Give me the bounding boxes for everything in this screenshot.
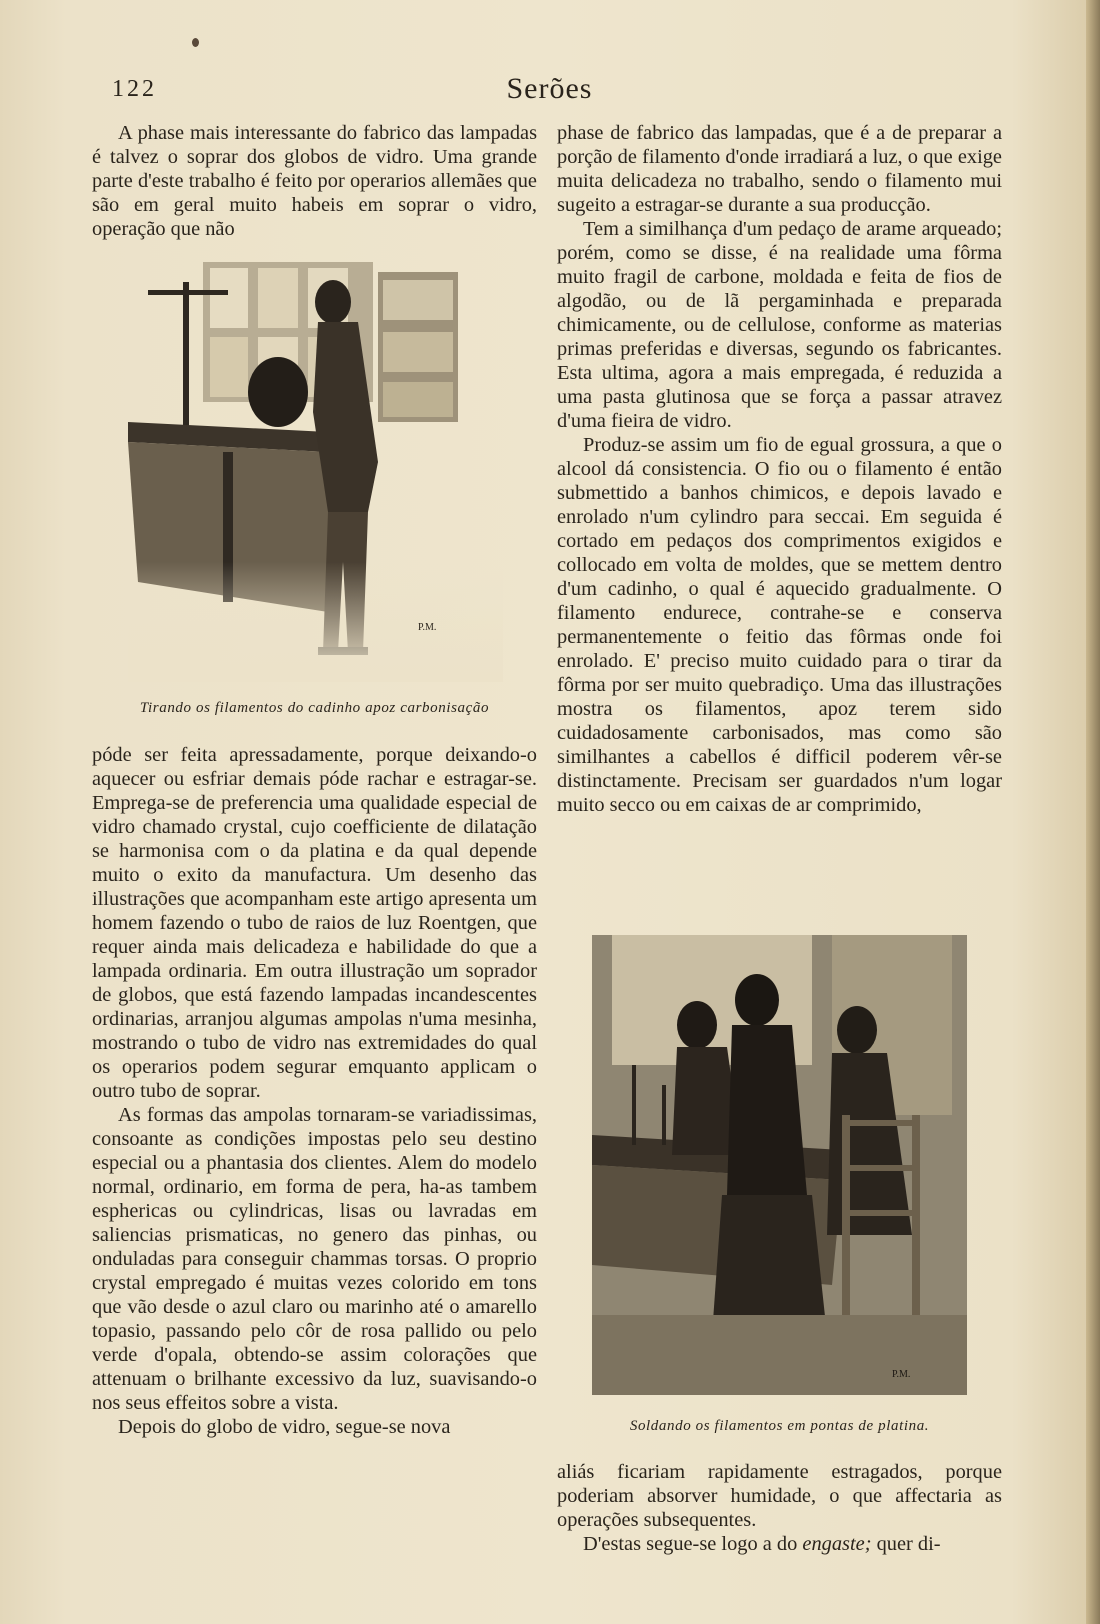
page-number: 122 xyxy=(112,76,157,102)
text-run: D'estas segue-se logo a do xyxy=(583,1533,803,1555)
paragraph: A phase mais interessante do fabrico das lampadas é talvez o soprar dos globos de vidro. Uma grande parte d'este trabalho é feito por operarios allemães que são em geral muito habeis em soprar o vidro, operação que não xyxy=(92,122,537,240)
figure-caption: Soldando os filamentos em pontas de platina. xyxy=(629,1418,930,1434)
artist-signature: P.M. xyxy=(892,1369,911,1380)
paragraph: phase de fabrico das lampadas, que é a de preparar a porção de filamento d'onde irradiará a luz, o que exige muita delicadeza no trabalho, sendo o filamento mui sugeito a estragar-se durante a sua producção. xyxy=(557,122,1002,216)
paragraph: aliás ficariam rapidamente estragados, porque poderiam absorver humidade, o que affectaria as operações subsequentes. xyxy=(557,1461,1002,1531)
running-title: Serões xyxy=(506,72,593,105)
illustration-man-at-workbench xyxy=(128,262,503,682)
engraving xyxy=(592,935,967,1395)
left-column-top xyxy=(92,121,537,241)
illustration-women-soldering xyxy=(592,935,967,1395)
left-column-bottom xyxy=(92,743,537,1439)
ink-spot xyxy=(192,38,199,47)
engraving xyxy=(128,262,503,682)
paragraph: Produz-se assim um fio de egual grossura, a que o alcool dá consistencia. O fio ou o filamento é então submettido a banhos chimicos, e depois lavado e enrolado n'um cylindro para seccai. Em seguida é cortado em pedaços dos comprimentos exigidos e collocado em volta de moldes, que se mettem dentro d'um cadinho, o qual é aquecido gradualmente. O filamento endurece, contrahe-se e conserva permanentemente o feitio das fôrmas onde foi enrolado. E' preciso muito cuidado para o tirar da fôrma por ser muito quebradiço. Uma das illustrações mostra os filamentos, apoz terem sido cuidadosamente carbonisados, mas como são similhantes a cabellos é difficil poderem vêr-se distinctamente. Precisam ser guardados n'um logar muito secco ou em caixas de ar comprimido, xyxy=(557,434,1002,816)
emphasis: engaste; xyxy=(802,1533,872,1555)
artist-signature: P.M. xyxy=(418,622,437,633)
right-column-top xyxy=(557,121,1002,817)
figure-caption: Tirando os filamentos do cadinho apoz carbonisação xyxy=(139,700,490,716)
page-header xyxy=(112,72,987,116)
paragraph: Depois do globo de vidro, segue-se nova xyxy=(118,1416,451,1438)
page-edge xyxy=(1086,0,1100,1624)
paragraph xyxy=(557,1532,1002,1556)
paragraph: póde ser feita apressadamente, porque deixando-o aquecer ou esfriar demais póde rachar e estragar-se. Emprega-se de preferencia uma qualidade especial de vidro chamado crystal, cujo coefficiente de dilatação se harmonisa com o da platina e da qual depende muito o exito da manufactura. Um desenho das illustrações que acompanham este artigo apresenta um homem fazendo o tubo de raios de luz Roentgen, que requer ainda mais delicadeza e habilidade do que a lampada ordinaria. Em outra illustração um soprador de globos, que está fazendo lampadas incandescentes ordinarias, arranjou algumas ampolas n'uma mesinha, mostrando o tubo de vidro nas extremidades do qual os operarios podem segurar emquanto applicam o outro tubo de soprar. xyxy=(92,744,537,1102)
paragraph: As formas das ampolas tornaram-se variadissimas, consoante as condições impostas pelo seu destino especial ou a phantasia dos clientes. Alem do modelo normal, ordinario, em forma de pera, ha-as tambem esphericas ou cylindricas, lisas ou lavradas em saliencias prismaticas, no genero das pinhas, ou onduladas para conseguir chammas torsas. O proprio crystal empregado é muitas vezes colorido em tons que vão desde o azul claro ou marinho até o amarello topasio, passando pelo côr de rosa pallido ou pelo verde d'opala, obtendo-se assim colorações que attenuam o brilhante excessivo da luz, suavisando-o nos seus effeitos sobre a vista. xyxy=(92,1104,537,1414)
text-run: quer di- xyxy=(871,1533,941,1555)
right-column-bottom xyxy=(557,1460,1002,1556)
paragraph: Tem a similhança d'um pedaço de arame arqueado; porém, como se disse, é na realidade uma fôrma muito fragil de carbone, moldada e feita de fios de algodão, ou de lã pergaminhada e preparada chimicamente, ou de cellulose, conforme as materias primas preferidas e diversas, segundo os fabricantes. Esta ultima, agora a mais empregada, é reduzida a uma pasta glutinosa que se força a passar atravez d'uma fieira de vidro. xyxy=(557,218,1002,432)
